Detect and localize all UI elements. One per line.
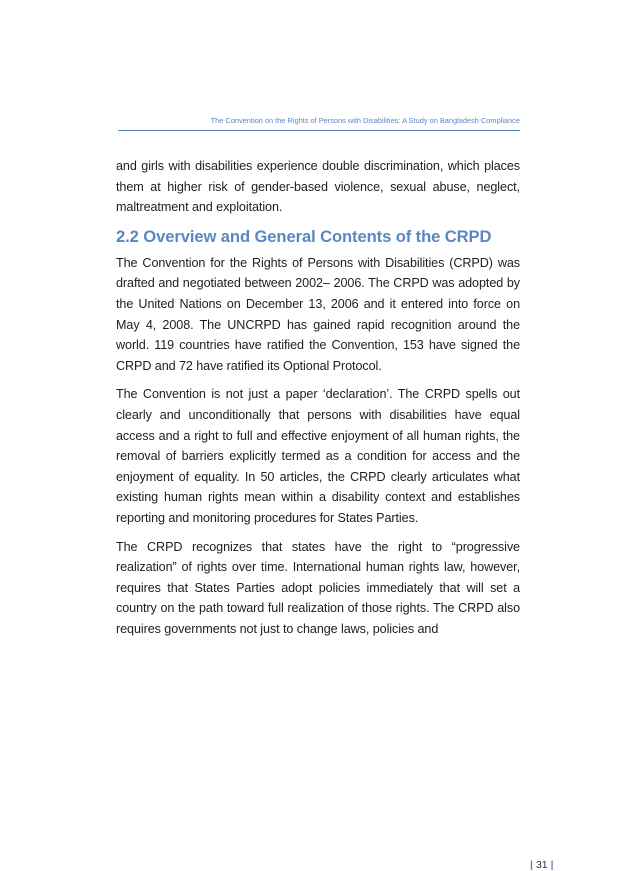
paragraph-crpd-history: The Convention for the Rights of Persons with Disabilities (CRPD) was drafted and negotiated between 2002– 2006. The CRPD was adopted by the United Nations on December 13, 2006 and it entered into force on May 4, 2008. The UNCRPD has gained rapid recognition around the world. 119 countries have ratified the Convention, 153 have signed the CRPD and 72 have ratified its Optional Protocol. <box>116 255 520 373</box>
page-number-left-bar: | <box>530 859 533 871</box>
paragraph-continued: and girls with disabilities experience double discrimination, which places them at higher risk of gender-based violence, sexual abuse, neglect, maltreatment and exploitation. <box>116 159 520 215</box>
paragraph-progressive-realization: The CRPD recognizes that states have the right to “progressive realization” of rights over time. International human rights law, however, requires that States Parties adopt policies immediately that will set a country on the path toward full realization of those rights. The CRPD also requires governments not just to change laws, policies and <box>116 539 520 636</box>
running-header <box>118 116 520 131</box>
paragraph-crpd-declaration: The Convention is not just a paper ‘declaration’. The CRPD spells out clearly and unconditionally that persons with disabilities have equal access and a right to full and effective enjoyment of all human rights, the removal of barriers explicitly termed as a condition for access and the enjoyment of equality. In 50 articles, the CRPD clearly articulates what existing human rights mean within a disability context and establishes reporting and monitoring procedures for States Parties. <box>116 387 520 525</box>
page-number <box>530 859 554 871</box>
section-heading: 2.2 Overview and General Contents of the CRPD <box>116 226 492 246</box>
page-number-right-bar: | <box>550 859 554 871</box>
page-number-value: 31 <box>535 859 548 871</box>
page-body <box>116 156 520 647</box>
running-header-title: The Convention on the Rights of Persons with Disabilities: A Study on Bangladesh Compliance <box>210 116 520 125</box>
